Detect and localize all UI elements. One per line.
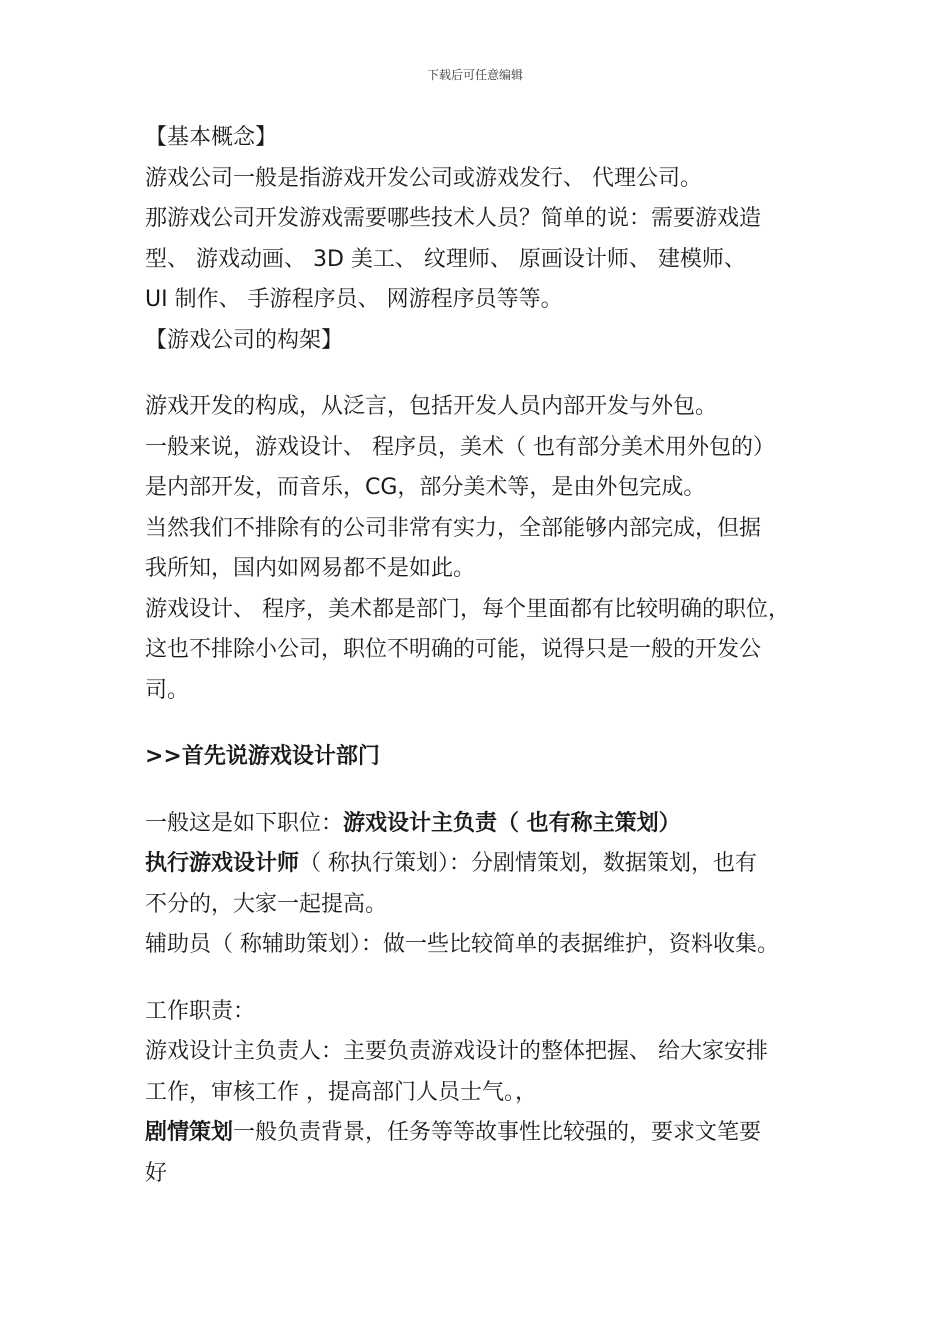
plot-planner-title: 剧情策划 [145,1120,234,1145]
spacer [145,966,825,992]
paragraph-line: 游戏开发的构成，从泛言，包括开发人员内部开发与外包。 [145,394,718,419]
paragraph-line: UI 制作、 手游程序员、 网游程序员等等。 [145,287,563,312]
duty-heading: 工作职责： [145,998,256,1024]
paragraph-line: 司。 [145,677,190,703]
section-heading-game-design-dept: >>首先说游戏设计部门 [145,744,380,769]
paragraph-line: 我所知，国内如网易都不是如此。 [145,556,476,581]
positions-line [145,804,825,845]
plot-planner-desc: 一般负责背景，任务等等故事性比较强的，要求文笔要 [233,1120,762,1145]
paragraph-line: 游戏设计主负责人：主要负责游戏设计的整体把握、 给大家安排 [145,1039,768,1064]
page-header: 下载后可任意编辑 [426,68,523,82]
paragraph-line: 辅助员（ 称辅助策划）：做一些比较简单的表据维护，资料收集。 [145,932,779,957]
spacer [145,711,825,737]
paragraph-line: 工作，审核工作 ，提高部门人员士气。， [145,1079,537,1105]
paragraph-line: 不分的，大家一起提高。 [145,891,388,917]
spacer [145,361,825,387]
paragraph-line: 那游戏公司开发游戏需要哪些技术人员？简单的说：需要游戏造 [145,206,762,231]
plot-planner-line [145,1113,825,1154]
paragraph-line: 型、 游戏动画、 3D 美工、 纹理师、 原画设计师、 建模师、 [145,246,746,272]
spacer [145,778,825,804]
exec-designer-desc: （ 称执行策划）：分剧情策划，数据策划，也有 [299,851,758,876]
exec-designer-title: 执行游戏设计师 [145,851,300,876]
paragraph-line: 游戏公司一般是指游戏开发公司或游戏发行、 代理公司。 [145,165,702,191]
section-heading-company-structure: 【游戏公司的构架】 [145,327,344,353]
paragraph-line: 好 [145,1160,168,1186]
paragraph-line: 一般来说，游戏设计、 程序员，美术（ 也有部分美术用外包的） [145,434,775,460]
paragraph-line: 这也不排除小公司，职位不明确的可能，说得只是一般的开发公 [145,637,762,662]
lead-designer-title: 游戏设计主负责（ 也有称主策划） [343,810,681,836]
paragraph-line: 当然我们不排除有的公司非常有实力，全部能够内部完成，但据 [145,515,762,541]
paragraph-line: 是内部开发，而音乐，CG，部分美术等，是由外包完成。 [145,475,706,500]
document-body [145,118,825,1194]
exec-designer-line [145,844,825,885]
paragraph-line: 游戏设计、 程序，美术都是部门，每个里面都有比较明确的职位， [145,596,790,622]
section-heading-basic-concepts: 【基本概念】 [145,125,278,150]
positions-intro: 一般这是如下职位： [145,810,344,836]
